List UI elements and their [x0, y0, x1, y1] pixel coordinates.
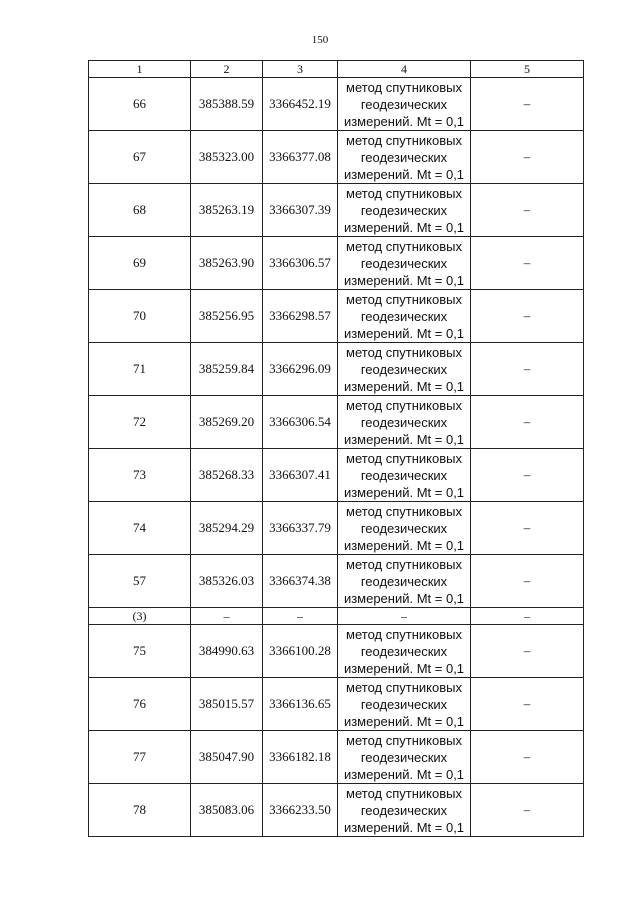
- coordinates-table: [88, 60, 584, 837]
- y-coordinate-cell: 3366182.18: [263, 731, 338, 784]
- y-coordinate-cell: 3366307.39: [263, 184, 338, 237]
- table-body: [89, 78, 584, 837]
- note-cell: –: [471, 237, 584, 290]
- method-cell: метод спутниковых геодезических измерений. Mt = 0,1: [338, 78, 471, 131]
- method-cell: метод спутниковых геодезических измерений. Mt = 0,1: [338, 396, 471, 449]
- x-coordinate-cell: 385294.29: [191, 502, 263, 555]
- method-cell: метод спутниковых геодезических измерений. Mt = 0,1: [338, 184, 471, 237]
- point-cell: 71: [89, 343, 191, 396]
- method-cell: метод спутниковых геодезических измерений. Mt = 0,1: [338, 237, 471, 290]
- point-cell: 67: [89, 131, 191, 184]
- note-cell: –: [471, 78, 584, 131]
- note-cell: –: [471, 290, 584, 343]
- point-cell: 66: [89, 78, 191, 131]
- x-coordinate-cell: 385269.20: [191, 396, 263, 449]
- x-coordinate-cell: 385263.19: [191, 184, 263, 237]
- x-coordinate-cell: 385047.90: [191, 731, 263, 784]
- table-row: [89, 184, 584, 237]
- table-row: [89, 396, 584, 449]
- point-cell: 78: [89, 784, 191, 837]
- header-col-1: 1: [89, 61, 191, 78]
- method-cell: метод спутниковых геодезических измерений. Mt = 0,1: [338, 131, 471, 184]
- y-coordinate-cell: 3366307.41: [263, 449, 338, 502]
- x-coordinate-cell: 385323.00: [191, 131, 263, 184]
- table-row: [89, 555, 584, 608]
- note-cell: –: [471, 555, 584, 608]
- table-row: [89, 78, 584, 131]
- x-coordinate-cell: 385083.06: [191, 784, 263, 837]
- y-coordinate-cell: 3366298.57: [263, 290, 338, 343]
- point-cell: 74: [89, 502, 191, 555]
- header-col-2: 2: [191, 61, 263, 78]
- point-cell: 68: [89, 184, 191, 237]
- note-cell: –: [471, 731, 584, 784]
- y-coordinate-cell: 3366233.50: [263, 784, 338, 837]
- y-coordinate-cell: 3366337.79: [263, 502, 338, 555]
- method-cell: метод спутниковых геодезических измерений. Mt = 0,1: [338, 784, 471, 837]
- table-row: [89, 502, 584, 555]
- method-cell: метод спутниковых геодезических измерений. Mt = 0,1: [338, 290, 471, 343]
- table-row: [89, 678, 584, 731]
- y-coordinate-cell: 3366100.28: [263, 625, 338, 678]
- table-row: [89, 784, 584, 837]
- method-cell: –: [338, 608, 471, 625]
- table-row: [89, 625, 584, 678]
- point-cell: 75: [89, 625, 191, 678]
- x-coordinate-cell: 385326.03: [191, 555, 263, 608]
- note-cell: –: [471, 502, 584, 555]
- x-coordinate-cell: 385263.90: [191, 237, 263, 290]
- table-header: [89, 61, 584, 78]
- x-coordinate-cell: 385388.59: [191, 78, 263, 131]
- y-coordinate-cell: 3366306.57: [263, 237, 338, 290]
- note-cell: –: [471, 784, 584, 837]
- point-cell: 69: [89, 237, 191, 290]
- note-cell: –: [471, 608, 584, 625]
- y-coordinate-cell: 3366377.08: [263, 131, 338, 184]
- header-col-3: 3: [263, 61, 338, 78]
- table-row: [89, 131, 584, 184]
- page-number: 150: [311, 34, 329, 46]
- table-row: [89, 343, 584, 396]
- x-coordinate-cell: –: [191, 608, 263, 625]
- note-cell: –: [471, 343, 584, 396]
- note-cell: –: [471, 449, 584, 502]
- x-coordinate-cell: 385268.33: [191, 449, 263, 502]
- table-row: [89, 290, 584, 343]
- y-coordinate-cell: 3366136.65: [263, 678, 338, 731]
- table-row: [89, 237, 584, 290]
- x-coordinate-cell: 385259.84: [191, 343, 263, 396]
- method-cell: метод спутниковых геодезических измерений. Mt = 0,1: [338, 502, 471, 555]
- y-coordinate-cell: 3366296.09: [263, 343, 338, 396]
- note-cell: –: [471, 184, 584, 237]
- header-col-5: 5: [471, 61, 584, 78]
- y-coordinate-cell: 3366306.54: [263, 396, 338, 449]
- point-cell: 72: [89, 396, 191, 449]
- method-cell: метод спутниковых геодезических измерений. Mt = 0,1: [338, 625, 471, 678]
- table-row: [89, 731, 584, 784]
- note-cell: –: [471, 131, 584, 184]
- point-cell: 57: [89, 555, 191, 608]
- x-coordinate-cell: 384990.63: [191, 625, 263, 678]
- header-col-4: 4: [338, 61, 471, 78]
- header-row: [89, 61, 584, 78]
- point-cell: 73: [89, 449, 191, 502]
- x-coordinate-cell: 385256.95: [191, 290, 263, 343]
- method-cell: метод спутниковых геодезических измерений. Mt = 0,1: [338, 555, 471, 608]
- y-coordinate-cell: 3366452.19: [263, 78, 338, 131]
- method-cell: метод спутниковых геодезических измерений. Mt = 0,1: [338, 731, 471, 784]
- point-cell: 76: [89, 678, 191, 731]
- note-cell: –: [471, 396, 584, 449]
- y-coordinate-cell: 3366374.38: [263, 555, 338, 608]
- method-cell: метод спутниковых геодезических измерений. Mt = 0,1: [338, 678, 471, 731]
- point-cell: (3): [89, 608, 191, 625]
- y-coordinate-cell: –: [263, 608, 338, 625]
- note-cell: –: [471, 625, 584, 678]
- method-cell: метод спутниковых геодезических измерений. Mt = 0,1: [338, 343, 471, 396]
- note-cell: –: [471, 678, 584, 731]
- x-coordinate-cell: 385015.57: [191, 678, 263, 731]
- point-cell: 70: [89, 290, 191, 343]
- method-cell: метод спутниковых геодезических измерений. Mt = 0,1: [338, 449, 471, 502]
- table-separator-row: [89, 608, 584, 625]
- point-cell: 77: [89, 731, 191, 784]
- table-row: [89, 449, 584, 502]
